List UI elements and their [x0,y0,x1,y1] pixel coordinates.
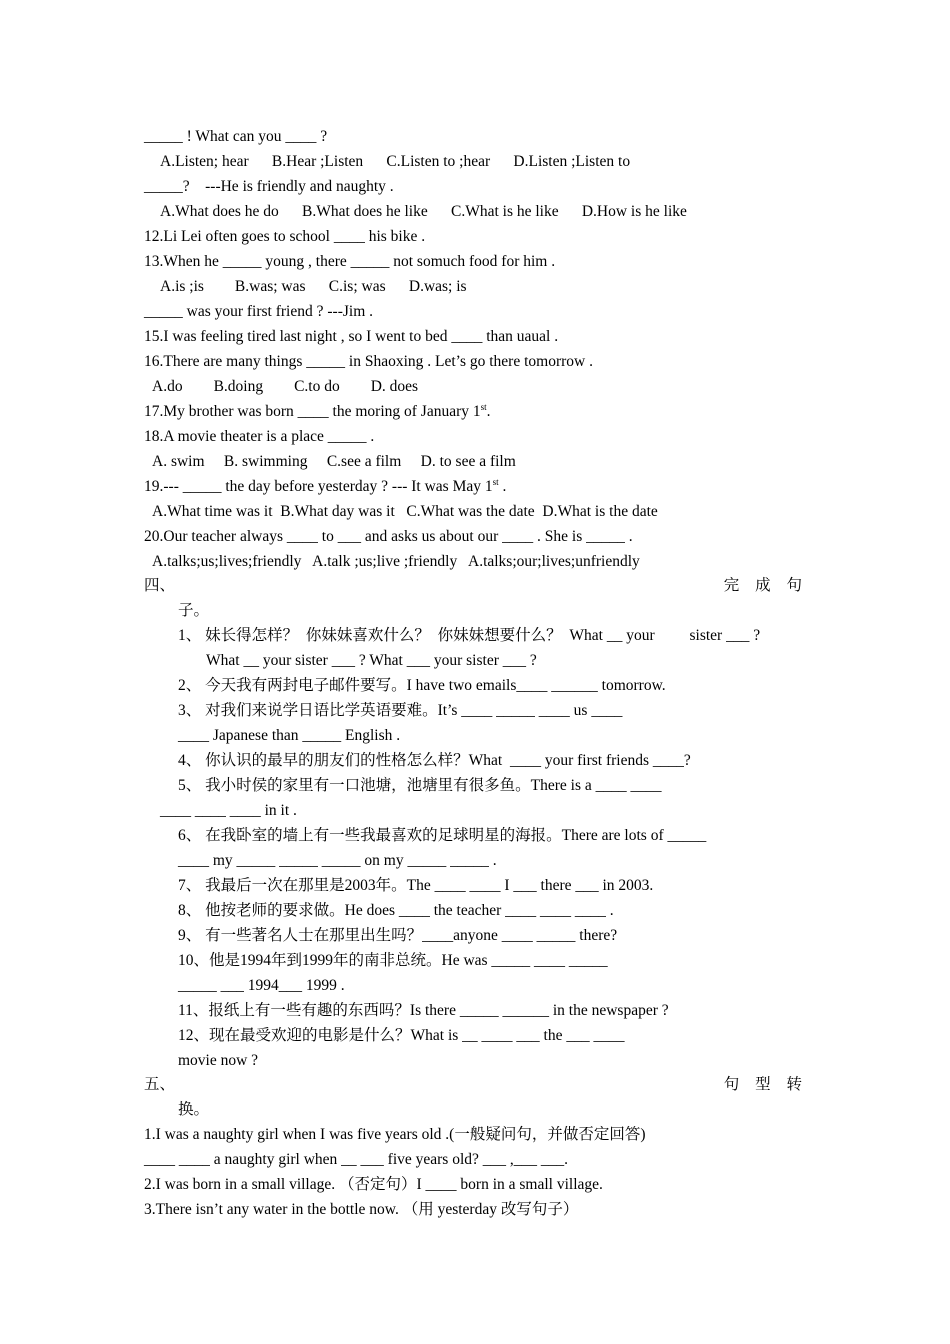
text-line-content: 12、现在最受欢迎的电影是什么？What is __ ____ ___ the ___ ____ [178,1027,625,1044]
text-line-content: ____ my _____ _____ _____ on my _____ _____ . [178,852,497,869]
text-line-content: 12.Li Lei often goes to school ____ his bike . [144,228,426,245]
text-line-content: _____ was your first friend ? ---Jim . [144,303,374,320]
text-line-content: 19.--- _____ the day before yesterday ? --- It was May 1 [144,478,493,495]
text-line-content: 18.A movie theater is a place _____ . [144,428,375,445]
text-line-content: 13.When he _____ young , there _____ not somuch food for him . [144,253,556,270]
text-line-tail: . [486,403,491,420]
text-line [152,452,950,472]
text-line [178,601,950,621]
text-line [144,352,950,372]
text-line [178,701,950,721]
text-line-content: ____ ____ a naughty girl when __ ___ five years old? ___ ,___ ___. [144,1151,569,1168]
text-line [206,651,950,671]
text-line [144,1175,950,1195]
text-line [160,277,950,297]
text-line-content: _____ ___ 1994___ 1999 . [178,977,345,994]
text-line-content: A.Listen; hear B.Hear ;Listen C.Listen to ;hear D.Listen ;Listen to [160,153,631,170]
text-line [178,751,950,771]
text-line-content: 7、 我最后一次在那里是2003年。The ____ ____ I ___ there ___ in 2003. [178,877,654,894]
text-line [144,227,950,247]
text-line [144,252,950,272]
text-line [178,901,950,921]
section-title: 句 型 转 [723,1076,808,1093]
section-number: 四、 [144,577,176,594]
text-line [160,152,950,172]
text-line [178,1051,950,1071]
text-line [152,502,950,522]
text-line-tail: . [498,478,507,495]
text-line [178,976,950,996]
text-line [144,302,950,322]
text-line-content: A. swim B. swimming C.see a film D. to see a film [152,453,516,470]
text-line [178,626,950,646]
section-title: 完 成 句 [723,577,808,594]
text-line [178,851,950,871]
text-line-content: 10、他是1994年到1999年的南非总统。He was _____ ____ _____ [178,952,608,969]
text-line-content: 4、 你认识的最早的朋友们的性格怎么样？What ____ your first friends ____? [178,752,691,769]
text-line-content: 1.I was a naughty girl when I was five years old .(一般疑问句，并做否定回答) [144,1126,646,1143]
text-line-content: 20.Our teacher always ____ to ___ and asks us about our ____ . She is _____ . [144,528,633,545]
text-line-content: 6、 在我卧室的墙上有一些我最喜欢的足球明星的海报。There are lots of _____ [178,827,707,844]
text-line-content: 8、 他按老师的要求做。He does ____ the teacher ____ ____ ____ . [178,902,614,919]
text-line [144,327,950,347]
text-line-content: 3.There isn’t any water in the bottle now. （用 yesterday 改写句子） [144,1201,579,1218]
text-line [144,427,950,447]
text-line [144,402,950,422]
text-line [144,1125,950,1145]
text-line [160,202,950,222]
section-number: 五、 [144,1076,176,1093]
text-line [178,926,950,946]
text-line-content: 2、 今天我有两封电子邮件要写。I have two emails____ ______ tomorrow. [178,677,666,694]
text-line-content: 15.I was feeling tired last night , so I went to bed ____ than uaual . [144,328,559,345]
text-line-content: A.talks;us;lives;friendly A.talk ;us;live ;friendly A.talks;our;lives;unfriendly [152,553,640,570]
text-line [144,527,950,547]
text-line-content: 1、 妹长得怎样？ 你妹妹喜欢什么？ 你妹妹想要什么？ What __ your sister ___ ? [178,627,761,644]
text-line-content: 3、 对我们来说学日语比学英语要难。It’s ____ _____ ____ us ____ [178,702,623,719]
text-line [144,1150,950,1170]
text-line [178,1026,950,1046]
text-line-content: 2.I was born in a small village. （否定句）I ____ born in a small village. [144,1176,603,1193]
text-line [178,676,950,696]
text-line-content: What __ your sister ___ ? What ___ your sister ___ ? [206,652,537,669]
text-line [178,1100,950,1120]
text-line-content: 17.My brother was born ____ the moring of January 1 [144,403,481,420]
text-line [152,552,950,572]
text-line-content: ____ ____ ____ in it . [160,802,297,819]
text-line [178,951,950,971]
text-line-content: ____ Japanese than _____ English . [178,727,401,744]
text-line-content: A.What time was it B.What day was it C.What was the date D.What is the date [152,503,658,520]
text-line [178,726,950,746]
text-line [178,876,950,896]
text-line-content: _____ ! What can you ____ ? [144,128,328,145]
text-line [160,801,950,821]
text-line [178,826,950,846]
text-line [144,127,950,147]
text-line-content: A.What does he do B.What does he like C.What is he like D.How is he like [160,203,687,220]
text-line-content: _____? ---He is friendly and naughty . [144,178,394,195]
text-line [144,177,950,197]
text-line [144,1200,950,1220]
text-line-content: 16.There are many things _____ in Shaoxing . Let’s go there tomorrow . [144,353,593,370]
text-line [178,776,950,796]
text-line-content: 9、 有一些著名人士在那里出生吗？____anyone ____ _____ there? [178,927,618,944]
section-heading [144,576,808,596]
superscript: st [480,401,487,412]
text-line-content: A.is ;is B.was; was C.is; was D.was; is [160,278,467,295]
text-line-content: 子。 [178,602,210,619]
text-line-content: movie now ? [178,1052,259,1069]
text-line-content: 5、 我小时侯的家里有一口池塘，池塘里有很多鱼。There is a ____ ____ [178,777,662,794]
section-heading [144,1075,808,1095]
text-line-content: A.do B.doing C.to do D. does [152,378,419,395]
text-line [152,377,950,397]
text-line-content: 11、报纸上有一些有趣的东西吗？Is there _____ ______ in the newspaper ? [178,1002,669,1019]
text-line-content: 换。 [178,1101,210,1118]
superscript: st [492,476,499,487]
text-line [178,1001,950,1021]
text-line [144,477,950,497]
